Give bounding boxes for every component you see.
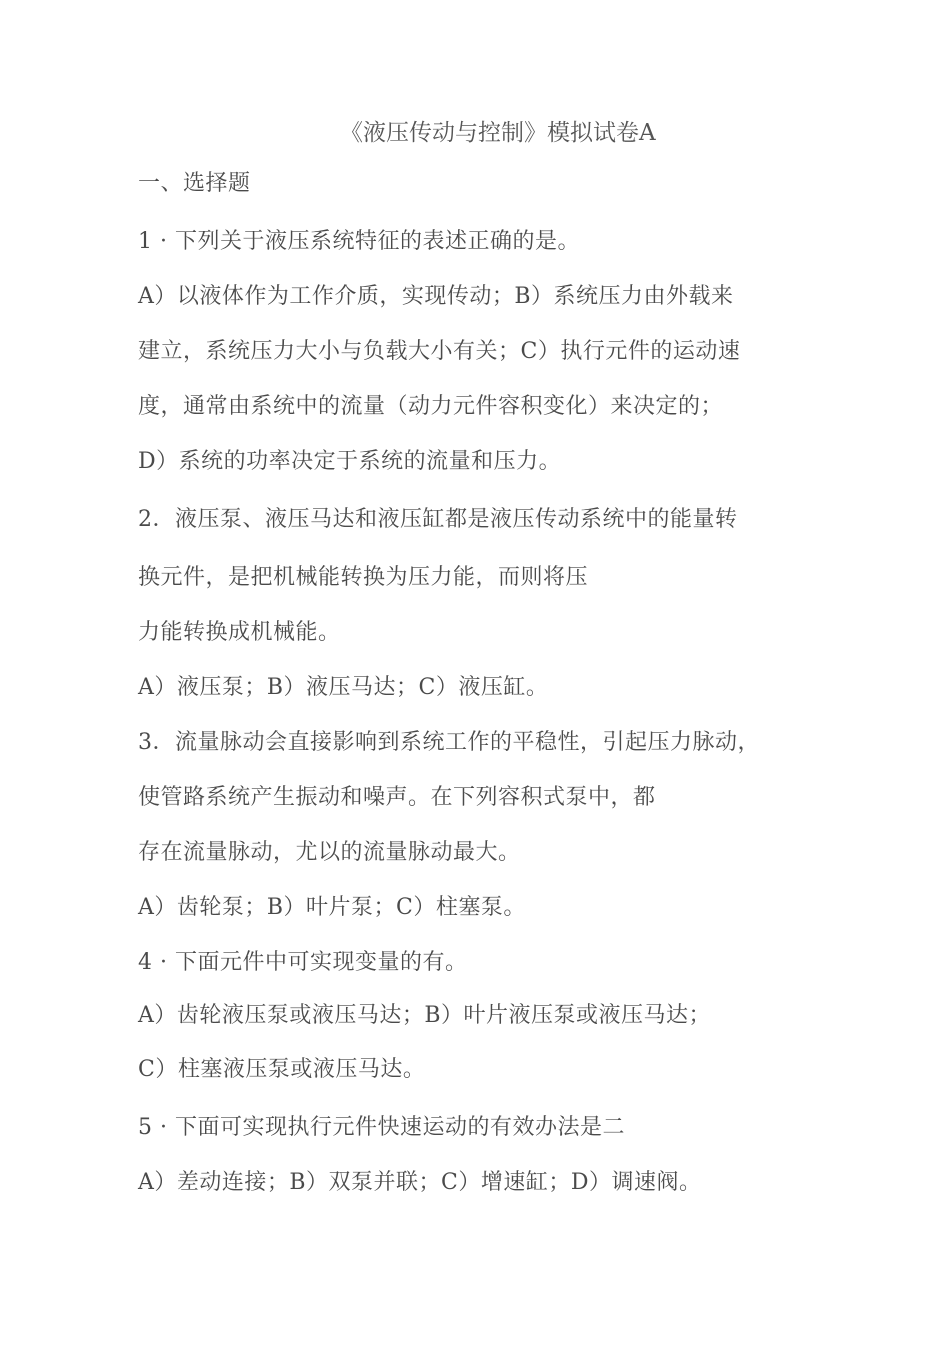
question-4-options-line-1: A）齿轮液压泵或液压马达；B）叶片液压泵或液压马达； bbox=[138, 1003, 712, 1028]
question-1-options-line-1: A）以液体作为工作介质，实现传动；B）系统压力由外载来 bbox=[138, 284, 734, 309]
question-3-options: A）齿轮泵；B）叶片泵；C）柱塞泵。 bbox=[138, 895, 526, 920]
question-5-stem: 5 · 下面可实现执行元件快速运动的有效办法是二 bbox=[138, 1115, 625, 1140]
question-5-options: A）差动连接；B）双泵并联；C）增速缸；D）调速阀。 bbox=[138, 1170, 702, 1195]
question-1-options-line-3: 度，通常由系统中的流量（动力元件容积变化）来决定的； bbox=[138, 394, 724, 419]
question-4-options-line-2: C）柱塞液压泵或液压马达。 bbox=[138, 1057, 426, 1082]
question-3-stem-line-1: 3．流量脉动会直接影响到系统工作的平稳性，引起压力脉动， bbox=[138, 730, 760, 755]
question-1-options-line-4: D）系统的功率决定于系统的流量和压力。 bbox=[138, 449, 562, 474]
question-3-stem-line-2: 使管路系统产生振动和噪声。在下列容积式泵中，都 bbox=[138, 785, 656, 810]
document-title: 《液压传动与控制》模拟试卷A bbox=[340, 120, 656, 146]
question-2-stem-line-1: 2．液压泵、液压马达和液压缸都是液压传动系统中的能量转 bbox=[138, 507, 738, 532]
question-2-options: A）液压泵；B）液压马达；C）液压缸。 bbox=[138, 675, 549, 700]
question-2-stem-line-3: 力能转换成机械能。 bbox=[138, 620, 341, 645]
question-3-stem-line-3: 存在流量脉动，尤以的流量脉动最大。 bbox=[138, 840, 521, 865]
question-4-stem: 4 · 下面元件中可实现变量的有。 bbox=[138, 950, 468, 975]
question-2-stem-line-2: 换元件，是把机械能转换为压力能，而则将压 bbox=[138, 565, 589, 590]
section-heading: 一、选择题 bbox=[138, 171, 251, 196]
question-1-stem: 1 · 下列关于液压系统特征的表述正确的是。 bbox=[138, 229, 580, 254]
question-1-options-line-2: 建立，系统压力大小与负载大小有关；C）执行元件的运动速 bbox=[138, 339, 741, 364]
